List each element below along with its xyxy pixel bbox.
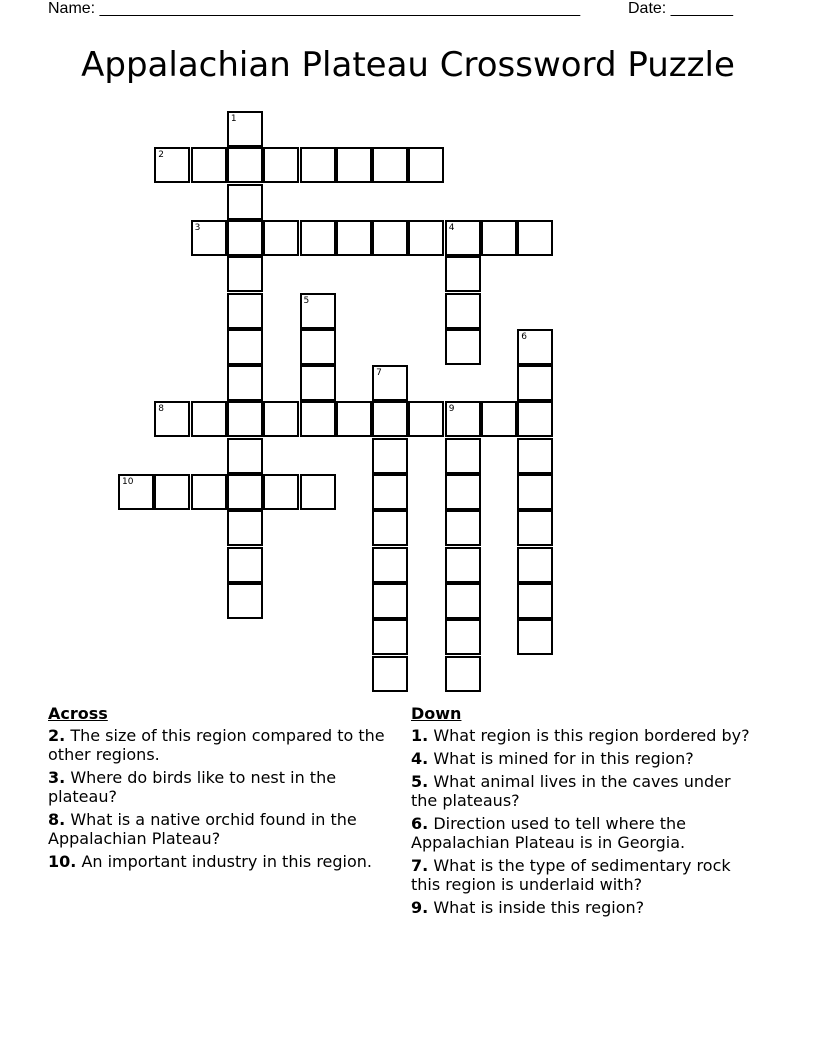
crossword-cell[interactable] bbox=[227, 147, 263, 183]
crossword-cell[interactable] bbox=[372, 438, 408, 474]
crossword-cell[interactable] bbox=[445, 583, 481, 619]
crossword-cell[interactable] bbox=[372, 365, 408, 401]
clue-number: 9. bbox=[411, 898, 429, 917]
crossword-cell[interactable] bbox=[263, 474, 299, 510]
clue-down-6 bbox=[411, 814, 751, 852]
cell-number: 4 bbox=[448, 222, 455, 233]
crossword-cell[interactable] bbox=[445, 438, 481, 474]
across-heading: Across bbox=[48, 704, 108, 723]
crossword-cell[interactable] bbox=[300, 147, 336, 183]
crossword-cell[interactable] bbox=[445, 547, 481, 583]
cell-number: 2 bbox=[158, 150, 165, 161]
crossword-cell[interactable] bbox=[445, 510, 481, 546]
across-clues bbox=[48, 704, 388, 875]
crossword-cell[interactable] bbox=[263, 220, 299, 256]
crossword-cell[interactable] bbox=[227, 510, 263, 546]
crossword-cell[interactable] bbox=[336, 147, 372, 183]
clue-down-5 bbox=[411, 772, 751, 810]
clue-text: Direction used to tell where the Appalachian Plateau is in Georgia. bbox=[411, 814, 686, 852]
crossword-cell[interactable] bbox=[372, 583, 408, 619]
crossword-cell[interactable] bbox=[517, 329, 553, 365]
clue-number: 10. bbox=[48, 852, 77, 871]
clue-number: 7. bbox=[411, 856, 429, 875]
crossword-cell[interactable] bbox=[300, 474, 336, 510]
crossword-cell[interactable] bbox=[517, 474, 553, 510]
crossword-cell[interactable] bbox=[517, 438, 553, 474]
crossword-cell[interactable] bbox=[263, 147, 299, 183]
crossword-cell[interactable] bbox=[372, 474, 408, 510]
crossword-cell[interactable] bbox=[118, 474, 154, 510]
crossword-cell[interactable] bbox=[336, 220, 372, 256]
crossword-cell[interactable] bbox=[300, 220, 336, 256]
crossword-cell[interactable] bbox=[445, 474, 481, 510]
crossword-cell[interactable] bbox=[445, 329, 481, 365]
crossword-cell[interactable] bbox=[300, 329, 336, 365]
cell-number: 6 bbox=[521, 331, 528, 342]
crossword-cell[interactable] bbox=[263, 401, 299, 437]
cell-number: 7 bbox=[376, 368, 382, 379]
crossword-cell[interactable] bbox=[408, 220, 444, 256]
down-clues bbox=[411, 704, 751, 921]
clue-text: What is mined for in this region? bbox=[433, 749, 694, 768]
crossword-cell[interactable] bbox=[227, 293, 263, 329]
clue-number: 6. bbox=[411, 814, 429, 833]
clue-text: Where do birds like to nest in the plateau? bbox=[48, 768, 337, 806]
crossword-cell[interactable] bbox=[300, 293, 336, 329]
clue-down-1 bbox=[411, 726, 751, 745]
clue-number: 8. bbox=[48, 810, 66, 829]
crossword-cell[interactable] bbox=[445, 656, 481, 692]
crossword-cell[interactable] bbox=[372, 220, 408, 256]
crossword-cell[interactable] bbox=[227, 184, 263, 220]
crossword-cell[interactable] bbox=[445, 619, 481, 655]
clue-across-8 bbox=[48, 810, 388, 848]
crossword-cell[interactable] bbox=[191, 401, 227, 437]
crossword-cell[interactable] bbox=[227, 256, 263, 292]
crossword-cell[interactable] bbox=[372, 619, 408, 655]
clue-across-3 bbox=[48, 768, 388, 806]
crossword-cell[interactable] bbox=[372, 510, 408, 546]
cell-number: 5 bbox=[303, 295, 310, 306]
crossword-cell[interactable] bbox=[517, 401, 553, 437]
crossword-cell[interactable] bbox=[445, 293, 481, 329]
crossword-cell[interactable] bbox=[408, 401, 444, 437]
clue-down-7 bbox=[411, 856, 751, 894]
clue-text: What is inside this region? bbox=[433, 898, 645, 917]
crossword-cell[interactable] bbox=[154, 474, 190, 510]
cell-number: 9 bbox=[448, 404, 455, 415]
clue-text: What region is this region bordered by? bbox=[433, 726, 750, 745]
down-heading: Down bbox=[411, 704, 462, 723]
name-field-label: Name: ______________________________________________________ bbox=[48, 0, 581, 17]
clue-number: 5. bbox=[411, 772, 429, 791]
cell-number: 10 bbox=[122, 477, 134, 487]
crossword-cell[interactable] bbox=[481, 220, 517, 256]
crossword-cell[interactable] bbox=[227, 401, 263, 437]
clue-number: 4. bbox=[411, 749, 429, 768]
crossword-cell[interactable] bbox=[445, 256, 481, 292]
clue-number: 1. bbox=[411, 726, 429, 745]
page-title: Appalachian Plateau Crossword Puzzle bbox=[81, 45, 735, 85]
clue-number: 2. bbox=[48, 726, 66, 745]
crossword-cell[interactable] bbox=[191, 147, 227, 183]
clue-number: 3. bbox=[48, 768, 66, 787]
crossword-cell[interactable] bbox=[372, 547, 408, 583]
clue-text: What animal lives in the caves under the plateaus? bbox=[411, 772, 731, 810]
clue-down-9 bbox=[411, 898, 751, 917]
crossword-cell[interactable] bbox=[517, 365, 553, 401]
crossword-cell[interactable] bbox=[445, 401, 481, 437]
crossword-cell[interactable] bbox=[154, 147, 190, 183]
crossword-cell[interactable] bbox=[227, 547, 263, 583]
crossword-cell[interactable] bbox=[372, 147, 408, 183]
crossword-cell[interactable] bbox=[481, 401, 517, 437]
crossword-cell[interactable] bbox=[372, 401, 408, 437]
cell-number: 8 bbox=[158, 404, 165, 415]
crossword-cell[interactable] bbox=[227, 583, 263, 619]
crossword-cell[interactable] bbox=[227, 474, 263, 510]
cell-number: 1 bbox=[230, 114, 237, 124]
clue-text: What is the type of sedimentary rock this region is underlaid with? bbox=[411, 856, 731, 894]
crossword-cell[interactable] bbox=[227, 329, 263, 365]
clue-text: An important industry in this region. bbox=[81, 852, 373, 871]
crossword-cell[interactable] bbox=[227, 438, 263, 474]
clue-down-4 bbox=[411, 749, 751, 768]
crossword-cell[interactable] bbox=[191, 474, 227, 510]
crossword-cell[interactable] bbox=[154, 401, 190, 437]
cell-number: 3 bbox=[194, 222, 201, 233]
clue-text: What is a native orchid found in the Appalachian Plateau? bbox=[48, 810, 357, 848]
crossword-cell[interactable] bbox=[445, 220, 481, 256]
crossword-cell[interactable] bbox=[517, 220, 553, 256]
crossword-cell[interactable] bbox=[300, 365, 336, 401]
clue-text: The size of this region compared to the other regions. bbox=[48, 726, 385, 764]
crossword-cell[interactable] bbox=[517, 619, 553, 655]
crossword-cell[interactable] bbox=[227, 111, 263, 147]
crossword-cell[interactable] bbox=[191, 220, 227, 256]
crossword-cell[interactable] bbox=[227, 365, 263, 401]
clue-across-10 bbox=[48, 852, 388, 871]
crossword-cell[interactable] bbox=[300, 401, 336, 437]
crossword-cell[interactable] bbox=[372, 656, 408, 692]
crossword-cell[interactable] bbox=[517, 510, 553, 546]
crossword-cell[interactable] bbox=[517, 547, 553, 583]
crossword-cell[interactable] bbox=[408, 147, 444, 183]
crossword-cell[interactable] bbox=[336, 401, 372, 437]
crossword-cell[interactable] bbox=[227, 220, 263, 256]
date-field-label: Date: _______ bbox=[628, 0, 733, 17]
crossword-cell[interactable] bbox=[517, 583, 553, 619]
clue-across-2 bbox=[48, 726, 388, 764]
